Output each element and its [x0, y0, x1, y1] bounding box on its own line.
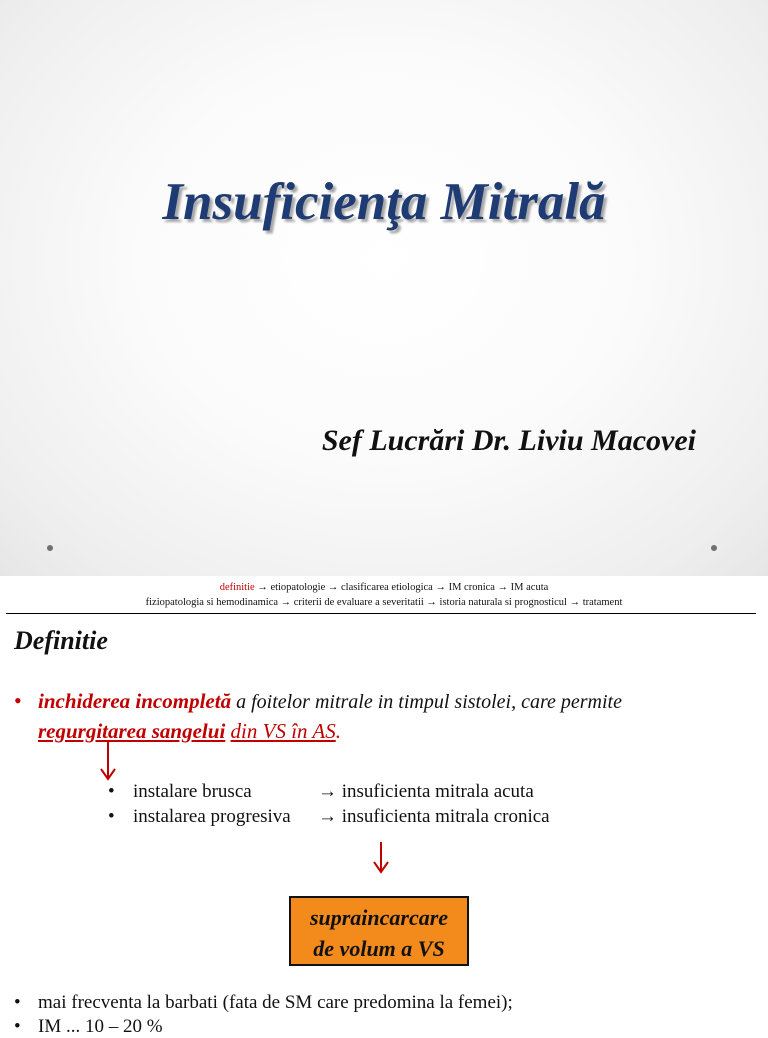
- list-item: • instalarea progresiva → insuficienta mitrala cronica: [108, 806, 550, 827]
- divider: [6, 613, 756, 614]
- decorative-dot-left: [47, 545, 53, 551]
- nav-line-1: [0, 580, 768, 595]
- author-name: Sef Lucrări Dr. Liviu Macovei: [321, 424, 696, 457]
- bullet-marker: •: [14, 688, 22, 713]
- nav-item-definitie[interactable]: definitie: [219, 582, 255, 593]
- list-item-result: → insuficienta mitrala cronica: [318, 806, 550, 827]
- list-item: • mai frecventa la barbati (fata de SM care predomina la femei);: [14, 992, 513, 1013]
- decorative-dot-right: [711, 545, 717, 551]
- nav-items-rest[interactable]: → etiopatologie → clasificarea etiologica → IM cronica → IM acuta: [254, 582, 549, 593]
- list-item: • IM ... 10 – 20 %: [14, 1016, 163, 1037]
- definition-term-regurgitation: regurgitarea sangelui: [38, 719, 226, 743]
- volume-overload-box: supraincarcare de volum a VS: [289, 896, 469, 966]
- definition-term-direction: din VS în AS: [230, 719, 336, 743]
- list-item-result: → insuficienta mitrala acuta: [318, 781, 534, 802]
- definition-term: inchiderea incompletă: [38, 689, 232, 713]
- down-arrow-icon: [372, 842, 390, 876]
- nav-line-2[interactable]: fiziopatologia si hemodinamica → criterii de evaluare a severitatii → istoria naturala si prognosticul → tratament: [145, 597, 623, 608]
- slide-title: Insuficienţa Mitrală: [162, 173, 606, 231]
- list-item: • instalare brusca → insuficienta mitrala acuta: [108, 781, 534, 802]
- section-heading: Definitie: [14, 626, 108, 655]
- definition-line-1: [38, 689, 622, 714]
- down-arrow-icon: [100, 741, 116, 783]
- navigation-breadcrumb: [0, 580, 768, 610]
- list-item-label: instalare brusca: [133, 781, 252, 802]
- list-item-label: instalarea progresiva: [133, 806, 291, 827]
- definition-line-2: regurgitarea sangelui din VS în AS.: [38, 719, 341, 743]
- definition-text: a foitelor mitrale in timpul sistolei, care permite: [231, 691, 622, 713]
